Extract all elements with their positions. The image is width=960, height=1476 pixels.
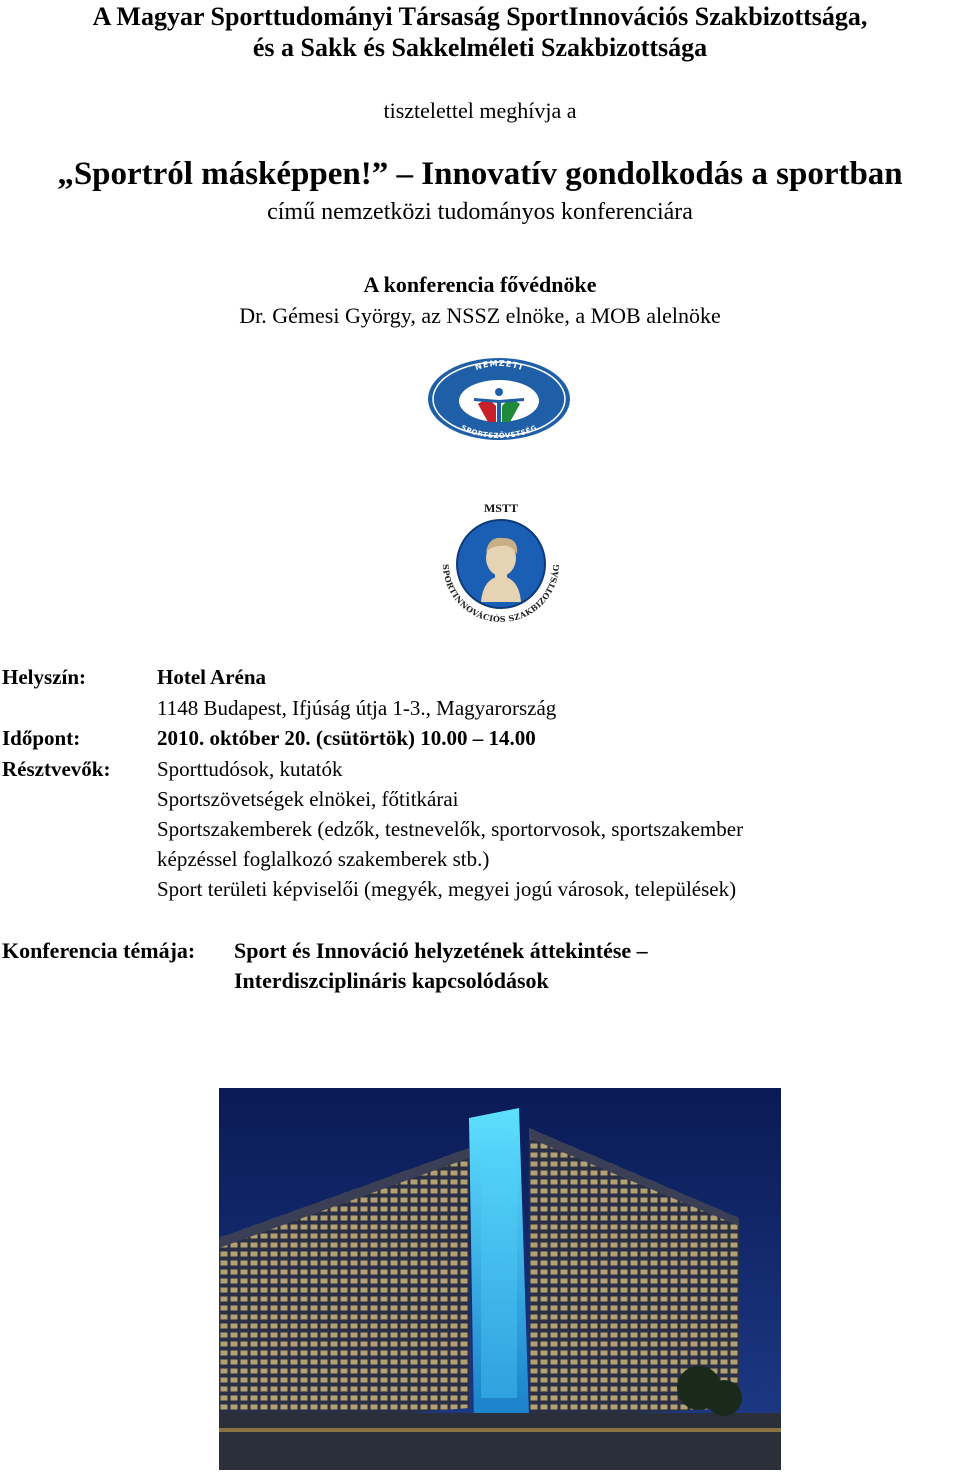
participant-item: Sportszakemberek (edzők, testnevelők, sportorvosok, sportszakember [157,817,744,841]
time-value: 2010. október 20. (csütörtök) 10.00 – 14.00 [157,726,536,750]
topic-line-1: Sport és Innováció helyzetének áttekintése – [234,938,648,963]
participant-item: Sportszövetségek elnökei, főtitkárai [157,787,459,811]
venue-label: Helyszín: [2,665,86,689]
conference-subtitle: című nemzetközi tudományos konferenciára [267,199,693,225]
topic-label: Konferencia témája: [2,938,196,963]
hotel-building-photo [219,1088,781,1470]
organizer-line-2: és a Sakk és Sakkelméleti Szakbizottsága [252,33,708,62]
venue-name: Hotel Aréna [157,665,267,689]
nssz-logo-bottom-text: SPORTSZÖVETSÉG [459,423,539,441]
invitation-text: tisztelettel meghívja a [383,98,577,123]
topic-line-2: Interdiszciplináris kapcsolódások [234,968,549,993]
patron-name: Dr. Gémesi György, az NSSZ elnöke, a MOB alelnöke [239,303,721,328]
participants-label: Résztvevők: [2,757,111,781]
patron-label: A konferencia fővédnöke [363,272,597,297]
mstt-logo-top-text: MSTT [483,501,519,515]
organizer-line-1: A Magyar Sporttudományi Társaság SportInnovációs Szakbizottsága, [92,2,868,31]
participant-item: Sporttudósok, kutatók [157,757,343,781]
time-label: Időpont: [2,726,81,750]
mstt-logo-ring-text: SPORTINNOVÁCIÓS SZAKBIZOTTSÁG [440,563,562,625]
participant-item: Sport területi képviselői (megyék, megyei jogú városok, települések) [157,877,737,901]
mstt-logo [431,494,571,634]
conference-title: „Sportról másképpen!” – Innovatív gondolkodás a sportban [57,156,903,192]
participant-item: képzéssel foglalkozó szakemberek stb.) [157,847,490,871]
nssz-logo-top-text: NEMZETI [473,358,525,373]
venue-address: 1148 Budapest, Ifjúság útja 1-3., Magyarország [157,696,557,720]
nssz-logo [426,356,572,442]
